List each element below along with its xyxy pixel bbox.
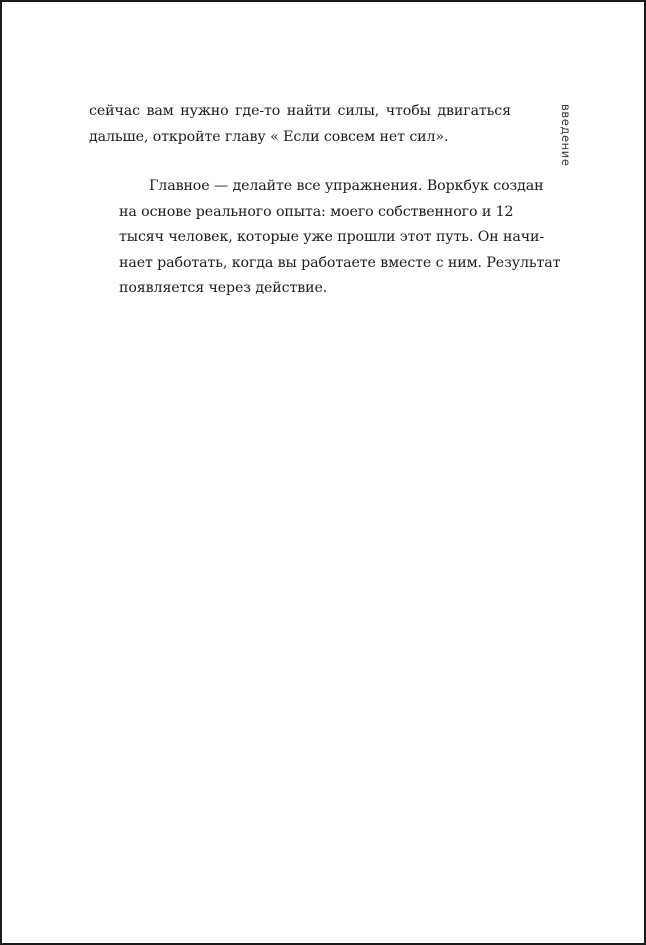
text-line: нает работать, когда вы работаете вместе с ним. Результат xyxy=(119,254,561,271)
paragraph-1 xyxy=(89,99,511,150)
body-text xyxy=(89,99,561,302)
section-label-text: введение xyxy=(559,104,573,167)
text-line: на основе реального опыта: моего собственного и 12 xyxy=(119,203,514,220)
text-line: дальше, откройте главу « Если совсем нет сил». xyxy=(89,128,449,145)
paragraph-2 xyxy=(89,174,561,302)
text-line: Главное — делайте все упражнения. Воркбук создан xyxy=(149,178,544,194)
text-line: появляется через действие. xyxy=(119,280,328,296)
text-line: тысяч человек, которые уже прошли этот путь. Он начи- xyxy=(119,229,545,245)
text-line: сейчас вам нужно где-то найти силы, чтобы двигаться xyxy=(89,103,511,119)
running-section-label xyxy=(557,104,575,174)
